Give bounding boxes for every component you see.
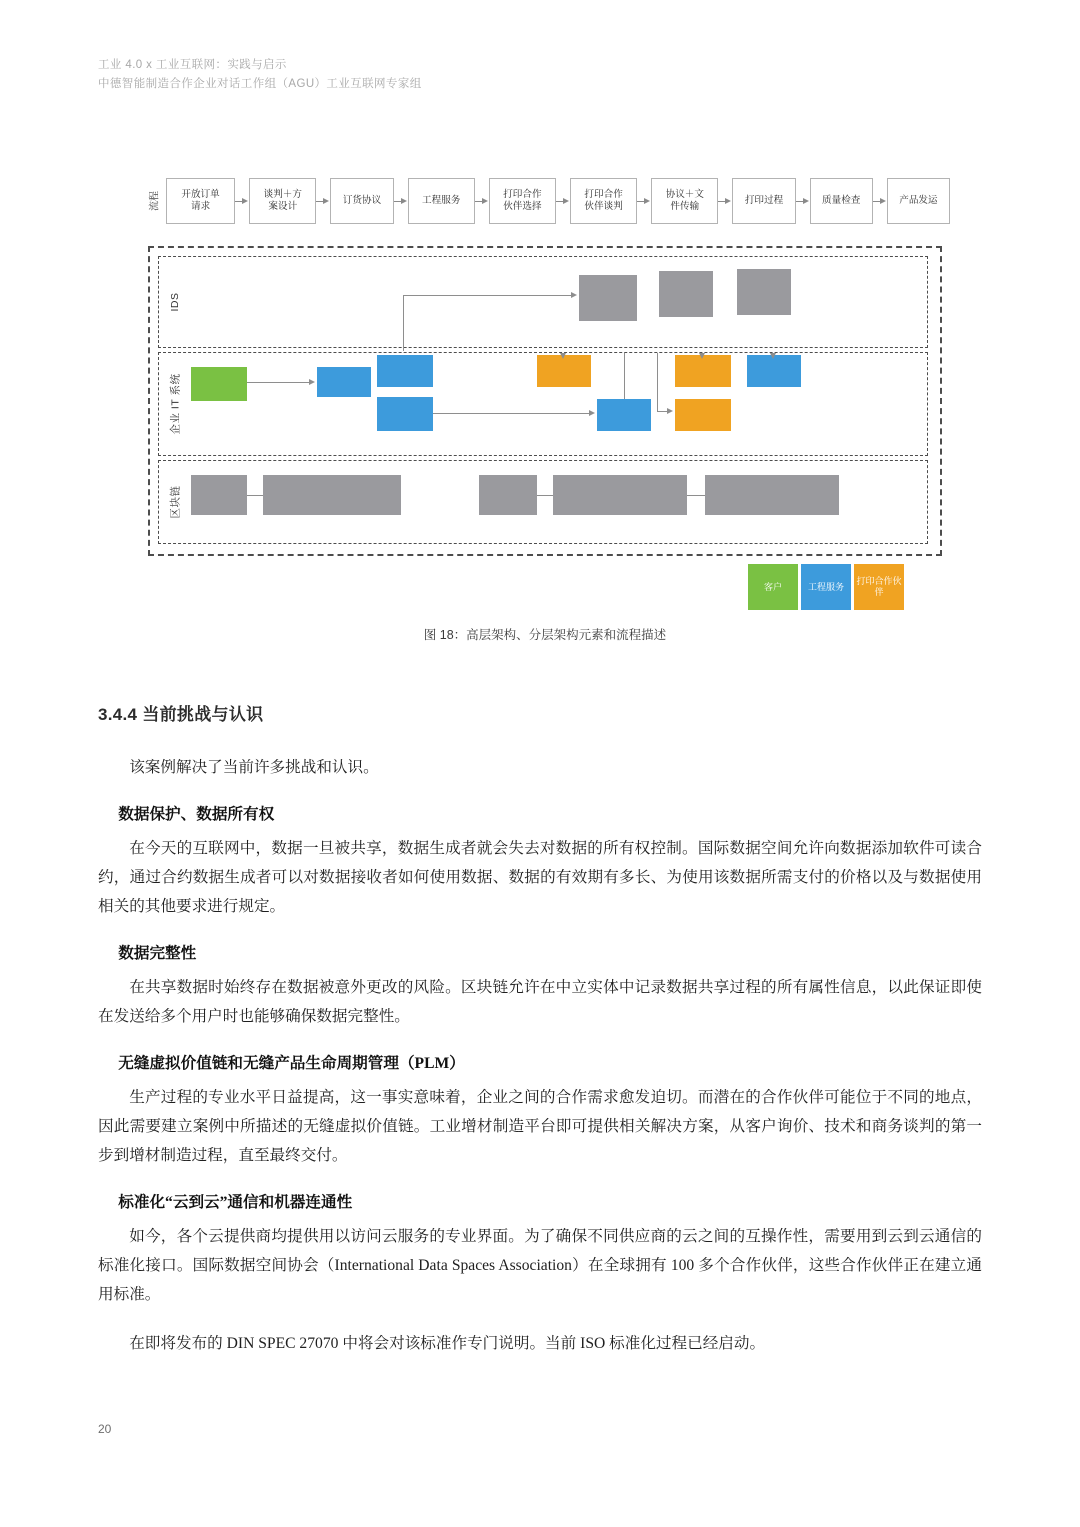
subsection-heading: 数据完整性 <box>118 945 197 962</box>
page-title: 3.4.4 当前挑战与认识 <box>98 705 264 724</box>
blockchain-node <box>479 475 537 515</box>
content-block <box>98 941 982 1031</box>
figure-caption: 图 18：高层架构、分层架构元素和流程描述 <box>423 628 667 642</box>
process-step-box: 质量检查 <box>810 178 873 224</box>
subsection-heading: 无缝虚拟价值链和无缝产品生命周期管理（PLM） <box>118 1055 465 1072</box>
lane-label-it-text: 企业 IT 系统 <box>169 373 182 435</box>
it-node <box>747 355 801 387</box>
lane-label-blockchain <box>163 461 187 543</box>
content-block <box>98 1190 982 1309</box>
legend-item-engineering-service: 工程服务 <box>801 564 851 610</box>
process-step-box: 打印合作 伙伴选择 <box>489 178 556 224</box>
process-step-box: 谈判＋方 案设计 <box>249 178 316 224</box>
flow-arrow-icon <box>718 198 732 205</box>
it-node <box>597 399 651 431</box>
lane-connector <box>247 495 263 496</box>
process-step-box: 订货协议 <box>330 178 393 224</box>
connector-arrow-icon <box>667 408 673 414</box>
lane-connector <box>657 353 658 411</box>
process-flow-boxes <box>166 178 950 224</box>
subsection-paragraph: 在共享数据时始终存在数据被意外更改的风险。区块链允许在中立实体中记录数据共享过程的所有属性信息，以此保证即使在发送给多个用户时也能够确保数据完整性。 <box>98 979 982 1025</box>
it-node <box>675 399 731 431</box>
flow-arrow-icon <box>394 198 408 205</box>
flow-arrow-icon <box>637 198 651 205</box>
section-intro-paragraph: 该案例解决了当前许多挑战和认识。 <box>129 759 379 776</box>
lane-it-systems <box>158 352 928 456</box>
page-number: 20 <box>98 1422 112 1436</box>
subsection-paragraph: 生产过程的专业水平日益提高，这一事实意味着，企业之间的合作需求愈发迫切。而潜在的合作伙伴可能位于不同的地点，因此需要建立案例中所描述的无缝虚拟价值链。工业增材制造平台即可提供相关解决方案，从客户询价、技术和商务谈判的第一步到增材制造过程，直至最终交付。 <box>98 1089 982 1164</box>
flow-arrow-icon <box>796 198 810 205</box>
header-line-1: 工业 4.0 x 工业互联网：实践与启示 <box>98 59 287 71</box>
lane-label-ids-text: IDS <box>169 292 181 312</box>
lane-label-it <box>163 353 187 455</box>
flow-arrow-icon <box>316 198 330 205</box>
process-flow-row-label <box>140 170 166 232</box>
content-block <box>98 1051 982 1170</box>
blockchain-node <box>191 475 247 515</box>
process-flow-row <box>140 170 950 232</box>
blockchain-node <box>263 475 401 515</box>
lane-label-blockchain-text: 区块链 <box>169 485 182 519</box>
process-flow-row-label-text: 流程 <box>149 191 161 211</box>
body-content <box>98 700 982 1378</box>
architecture-lanes <box>148 246 942 556</box>
lane-connector <box>433 413 589 414</box>
lane-connector <box>247 382 309 383</box>
connector-arrow-icon <box>309 379 315 385</box>
it-node-customer <box>191 367 247 401</box>
closing-paragraph: 在即将发布的 DIN SPEC 27070 中将会对该标准作专门说明。当前 ISO 标准化过程已经启动。 <box>129 1335 766 1352</box>
connector-arrow-icon <box>699 353 705 359</box>
process-step-box: 产品发运 <box>887 178 950 224</box>
lane-blockchain <box>158 460 928 544</box>
process-step-box: 工程服务 <box>408 178 475 224</box>
connector-arrow-icon <box>571 292 577 298</box>
process-step-box: 打印合作 伙伴谈判 <box>570 178 637 224</box>
it-node <box>537 355 591 387</box>
process-step-box: 开放订单 请求 <box>166 178 235 224</box>
connector-arrow-icon <box>560 353 566 359</box>
blockchain-node <box>553 475 687 515</box>
connector-arrow-icon <box>770 353 776 359</box>
ids-node <box>659 271 713 317</box>
process-step-box: 打印过程 <box>732 178 795 224</box>
it-node <box>675 355 731 387</box>
lane-connector <box>687 495 705 496</box>
lane-connector <box>537 495 553 496</box>
content-block <box>98 802 982 921</box>
ids-node <box>579 275 637 321</box>
it-node <box>377 397 433 431</box>
it-node <box>317 367 371 397</box>
lane-ids <box>158 256 928 348</box>
subsection-paragraph: 在今天的互联网中，数据一旦被共享，数据生成者就会失去对数据的所有权控制。国际数据空间允许向数据添加软件可读合约，通过合约数据生成者可以对数据接收者如何使用数据、数据的有效期有多长、为使用该数据所需支付的价格以及与数据使用相关的其他要求进行规定。 <box>98 840 982 915</box>
header-line-2: 中德智能制造合作企业对话工作组（AGU）工业互联网专家组 <box>98 78 422 90</box>
connector-arrow-icon <box>589 410 595 416</box>
figure-18 <box>140 170 950 642</box>
figure-legend <box>748 564 904 610</box>
blockchain-node <box>705 475 839 515</box>
lane-label-ids <box>163 257 187 347</box>
flow-arrow-icon <box>235 198 249 205</box>
subsection-paragraph: 如今，各个云提供商均提供用以访问云服务的专业界面。为了确保不同供应商的云之间的互操作性，需要用到云到云通信的标准化接口。国际数据空间协会（International Data Spaces Association）在全球拥有 100 多个合作伙伴，这些合作伙伴正在建立通用标准。 <box>98 1228 982 1303</box>
lane-connector <box>403 295 404 351</box>
legend-item-print-partner: 打印合作伙伴 <box>854 564 904 610</box>
running-header <box>98 56 422 94</box>
lane-connector <box>403 295 571 296</box>
ids-node <box>737 269 791 315</box>
process-step-box: 协议＋文 件传输 <box>651 178 718 224</box>
flow-arrow-icon <box>873 198 887 205</box>
it-node <box>377 355 433 387</box>
subsection-heading: 数据保护、数据所有权 <box>118 806 275 823</box>
subsection-heading: 标准化“云到云”通信和机器连通性 <box>118 1194 353 1211</box>
flow-arrow-icon <box>556 198 570 205</box>
legend-item-customer: 客户 <box>748 564 798 610</box>
lane-connector <box>624 353 625 399</box>
flow-arrow-icon <box>475 198 489 205</box>
